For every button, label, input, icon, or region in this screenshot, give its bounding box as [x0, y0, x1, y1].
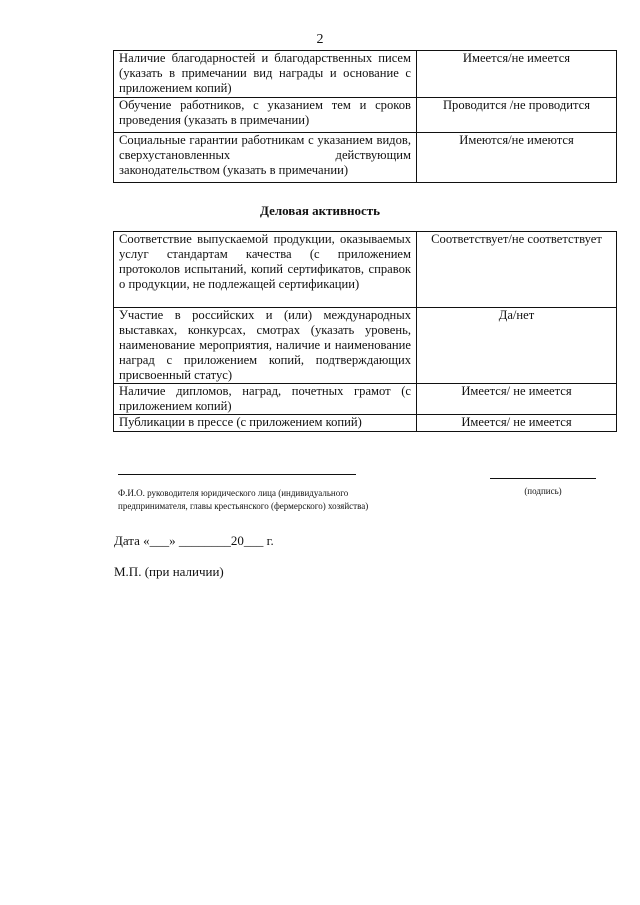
table-row [114, 232, 617, 308]
signature-caption: (подпись) [524, 486, 562, 496]
table-row [114, 308, 617, 384]
table-row [114, 98, 617, 133]
row-value: Имеется/ не имеется [417, 384, 617, 415]
page-number: 2 [316, 32, 324, 47]
row-value: Имеются/не имеются [417, 133, 617, 183]
row-value: Проводится /не проводится [417, 98, 617, 133]
table-row [114, 133, 617, 183]
business-activity-table [113, 231, 617, 432]
awards-training-table [113, 50, 617, 183]
row-description: Обучение работников, с указанием тем и сроков проведения (указать в примечании) [114, 98, 417, 133]
row-description: Наличие благодарностей и благодарственных писем (указать в примечании вид награды и основание с приложением копий) [114, 51, 417, 98]
name-signature-line [118, 474, 356, 475]
row-value: Да/нет [417, 308, 617, 384]
row-description: Публикации в прессе (с приложением копий) [114, 415, 417, 432]
row-description: Наличие дипломов, наград, почетных грамот (с приложением копий) [114, 384, 417, 415]
table-row [114, 384, 617, 415]
table-row [114, 415, 617, 432]
row-description: Соответствие выпускаемой продукции, оказываемых услуг стандартам качества (с приложением протоколов испытаний, копий сертификатов, справок о продукции, не подлежащей сертификации) [114, 232, 417, 308]
name-caption: Ф.И.О. руководителя юридического лица (индивидуального предпринимателя, главы крестьянского (фермерского) хозяйства) [118, 488, 369, 511]
signature-line [490, 478, 596, 479]
table-row [114, 51, 617, 98]
row-description: Участие в российских и (или) международных выставках, конкурсах, смотрах (указать уровень, наименование мероприятия, наличие и наименование наград с приложением копий, подтверждающих присвоенный статус) [114, 308, 417, 384]
row-value: Соответствует/не соответствует [417, 232, 617, 308]
row-value: Имеется/ не имеется [417, 415, 617, 432]
section-title: Деловая активность [259, 203, 381, 218]
row-description: Социальные гарантии работникам с указанием видов, сверхустановленных действующим законодательством (указать в примечании) [114, 133, 417, 183]
date-line: Дата «___» ________20___ г. [114, 533, 274, 548]
row-value: Имеется/не имеется [417, 51, 617, 98]
stamp-line: М.П. (при наличии) [114, 564, 224, 579]
